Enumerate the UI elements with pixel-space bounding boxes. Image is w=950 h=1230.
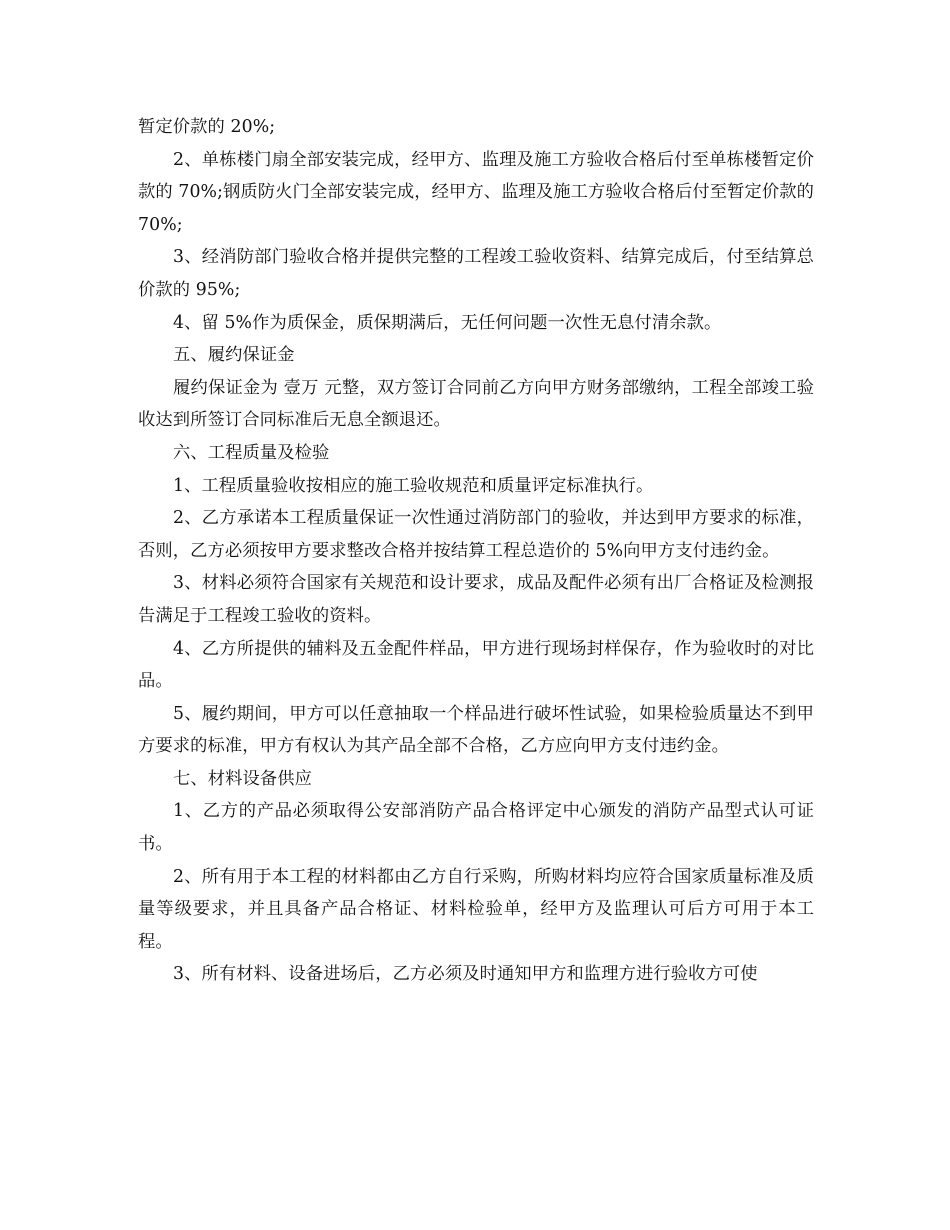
paragraph-7: 1、工程质量验收按相应的施工验收规范和质量评定标准执行。 — [173, 475, 654, 496]
paragraph-5: 履约保证金为 壹万 元整，双方签订合同前乙方向甲方财务部缴纳，工程全部竣工验收达到所签订合同标准后无息全额退还。 — [138, 377, 814, 431]
paragraph-8: 2、乙方承诺本工程质量保证一次性通过消防部门的验收，并达到甲方要求的标准，否则，乙方必须按甲方要求整改合格并按结算工程总造价的 5%向甲方支付违约金。 — [138, 508, 814, 561]
paragraph-1: 2、单栋楼门扇全部安装完成，经甲方、监理及施工方验收合格后付至单栋楼暂定价款的 70%;钢质防火门全部安装完成，经甲方、监理及施工方验收合格后付至暂定价款的 70%; — [138, 149, 814, 235]
document-body — [138, 111, 814, 991]
section-heading-6: 六、工程质量及检验 — [173, 442, 330, 463]
section-heading-5: 五、履约保证金 — [173, 345, 295, 366]
paragraph-14: 2、所有用于本工程的材料都由乙方自行采购，所购材料均应符合国家质量标准及质量等级要求，并且具备产品合格证、材料检验单，经甲方及监理认可后方可用于本工程。 — [138, 866, 814, 952]
paragraph-13: 1、乙方的产品必须取得公安部消防产品合格评定中心颁发的消防产品型式认可证书。 — [138, 801, 814, 855]
paragraph-0: 暂定价款的 20%; — [138, 117, 276, 137]
paragraph-15: 3、所有材料、设备进场后，乙方必须及时通知甲方和监理方进行验收方可使 — [173, 964, 758, 985]
paragraph-2: 3、经消防部门验收合格并提供完整的工程竣工验收资料、结算完成后，付至结算总价款的 95%; — [138, 247, 814, 300]
section-heading-7: 七、材料设备供应 — [173, 768, 313, 789]
paragraph-3: 4、留 5%作为质保金，质保期满后，无任何问题一次性无息付清余款。 — [173, 312, 722, 333]
paragraph-9: 3、材料必须符合国家有关规范和设计要求，成品及配件必须有出厂合格证及检测报告满足于工程竣工验收的资料。 — [138, 573, 814, 626]
paragraph-11: 5、履约期间，甲方可以任意抽取一个样品进行破坏性试验，如果检验质量达不到甲方要求的标准，甲方有权认为其产品全部不合格，乙方应向甲方支付违约金。 — [138, 703, 814, 757]
paragraph-10: 4、乙方所提供的辅料及五金配件样品，甲方进行现场封样保存，作为验收时的对比品。 — [138, 638, 814, 692]
